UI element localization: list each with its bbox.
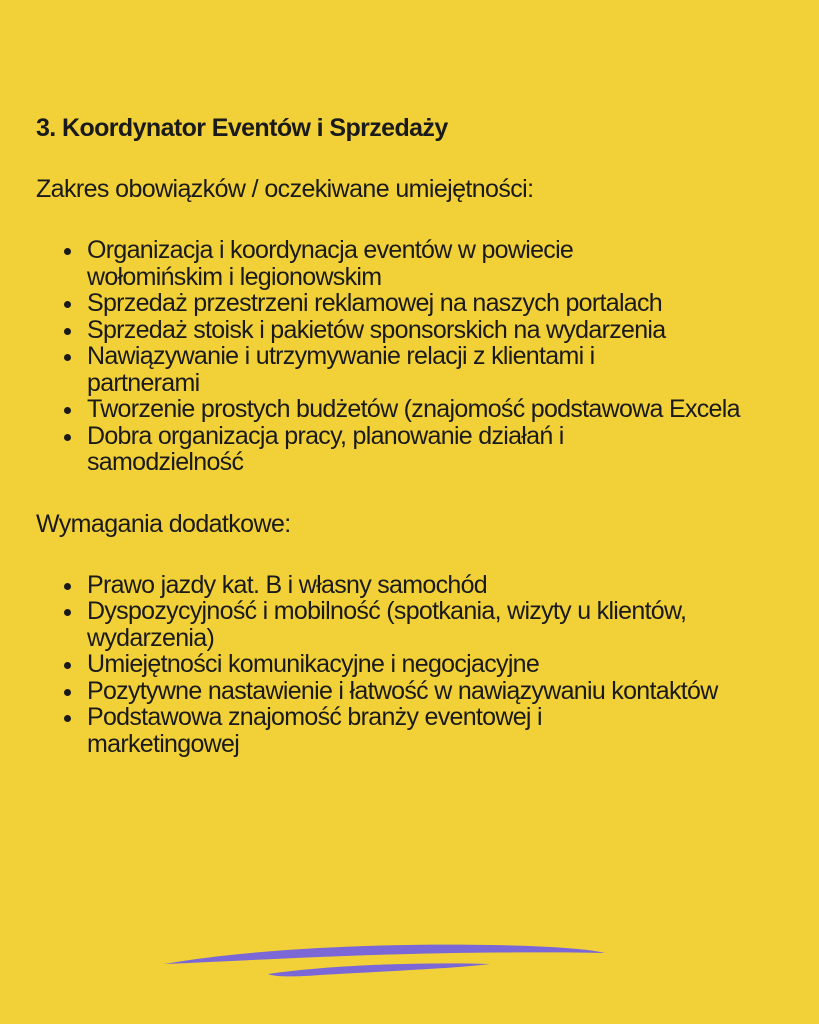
list-item: Sprzedaż przestrzeni reklamowej na naszych portalach	[87, 290, 796, 317]
responsibilities-heading: Zakres obowiązków / oczekiwane umiejętności:	[36, 175, 534, 203]
list-item: Dobra organizacja pracy, planowanie działań i samodzielność	[87, 423, 677, 476]
list-item: Prawo jazdy kat. B i własny samochód	[87, 572, 796, 599]
list-item: Sprzedaż stoisk i pakietów sponsorskich na wydarzenia	[87, 317, 796, 344]
requirements-list	[36, 572, 796, 758]
brush-stroke-top	[164, 945, 605, 964]
job-posting	[36, 112, 796, 757]
job-title: 3. Koordynator Eventów i Sprzedaży	[36, 114, 448, 142]
list-item: Pozytywne nastawienie i łatwość w nawiązywaniu kontaktów	[87, 678, 747, 705]
list-item: Podstawowa znajomość branży eventowej i marketingowej	[87, 704, 647, 757]
responsibilities-list	[36, 237, 796, 476]
brush-stroke-bottom	[268, 963, 490, 976]
list-item: Tworzenie prostych budżetów (znajomość podstawowa Excela	[87, 396, 777, 423]
requirements-heading: Wymagania dodatkowe:	[36, 509, 291, 538]
brush-stroke-decoration	[160, 935, 610, 985]
list-item: Dyspozycyjność i mobilność (spotkania, wizyty u klientów, wydarzenia)	[87, 598, 697, 651]
list-item: Nawiązywanie i utrzymywanie relacji z klientami i partnerami	[87, 343, 707, 396]
list-item: Umiejętności komunikacyjne i negocjacyjne	[87, 651, 796, 678]
list-item: Organizacja i koordynacja eventów w powiecie wołomińskim i legionowskim	[87, 237, 687, 290]
